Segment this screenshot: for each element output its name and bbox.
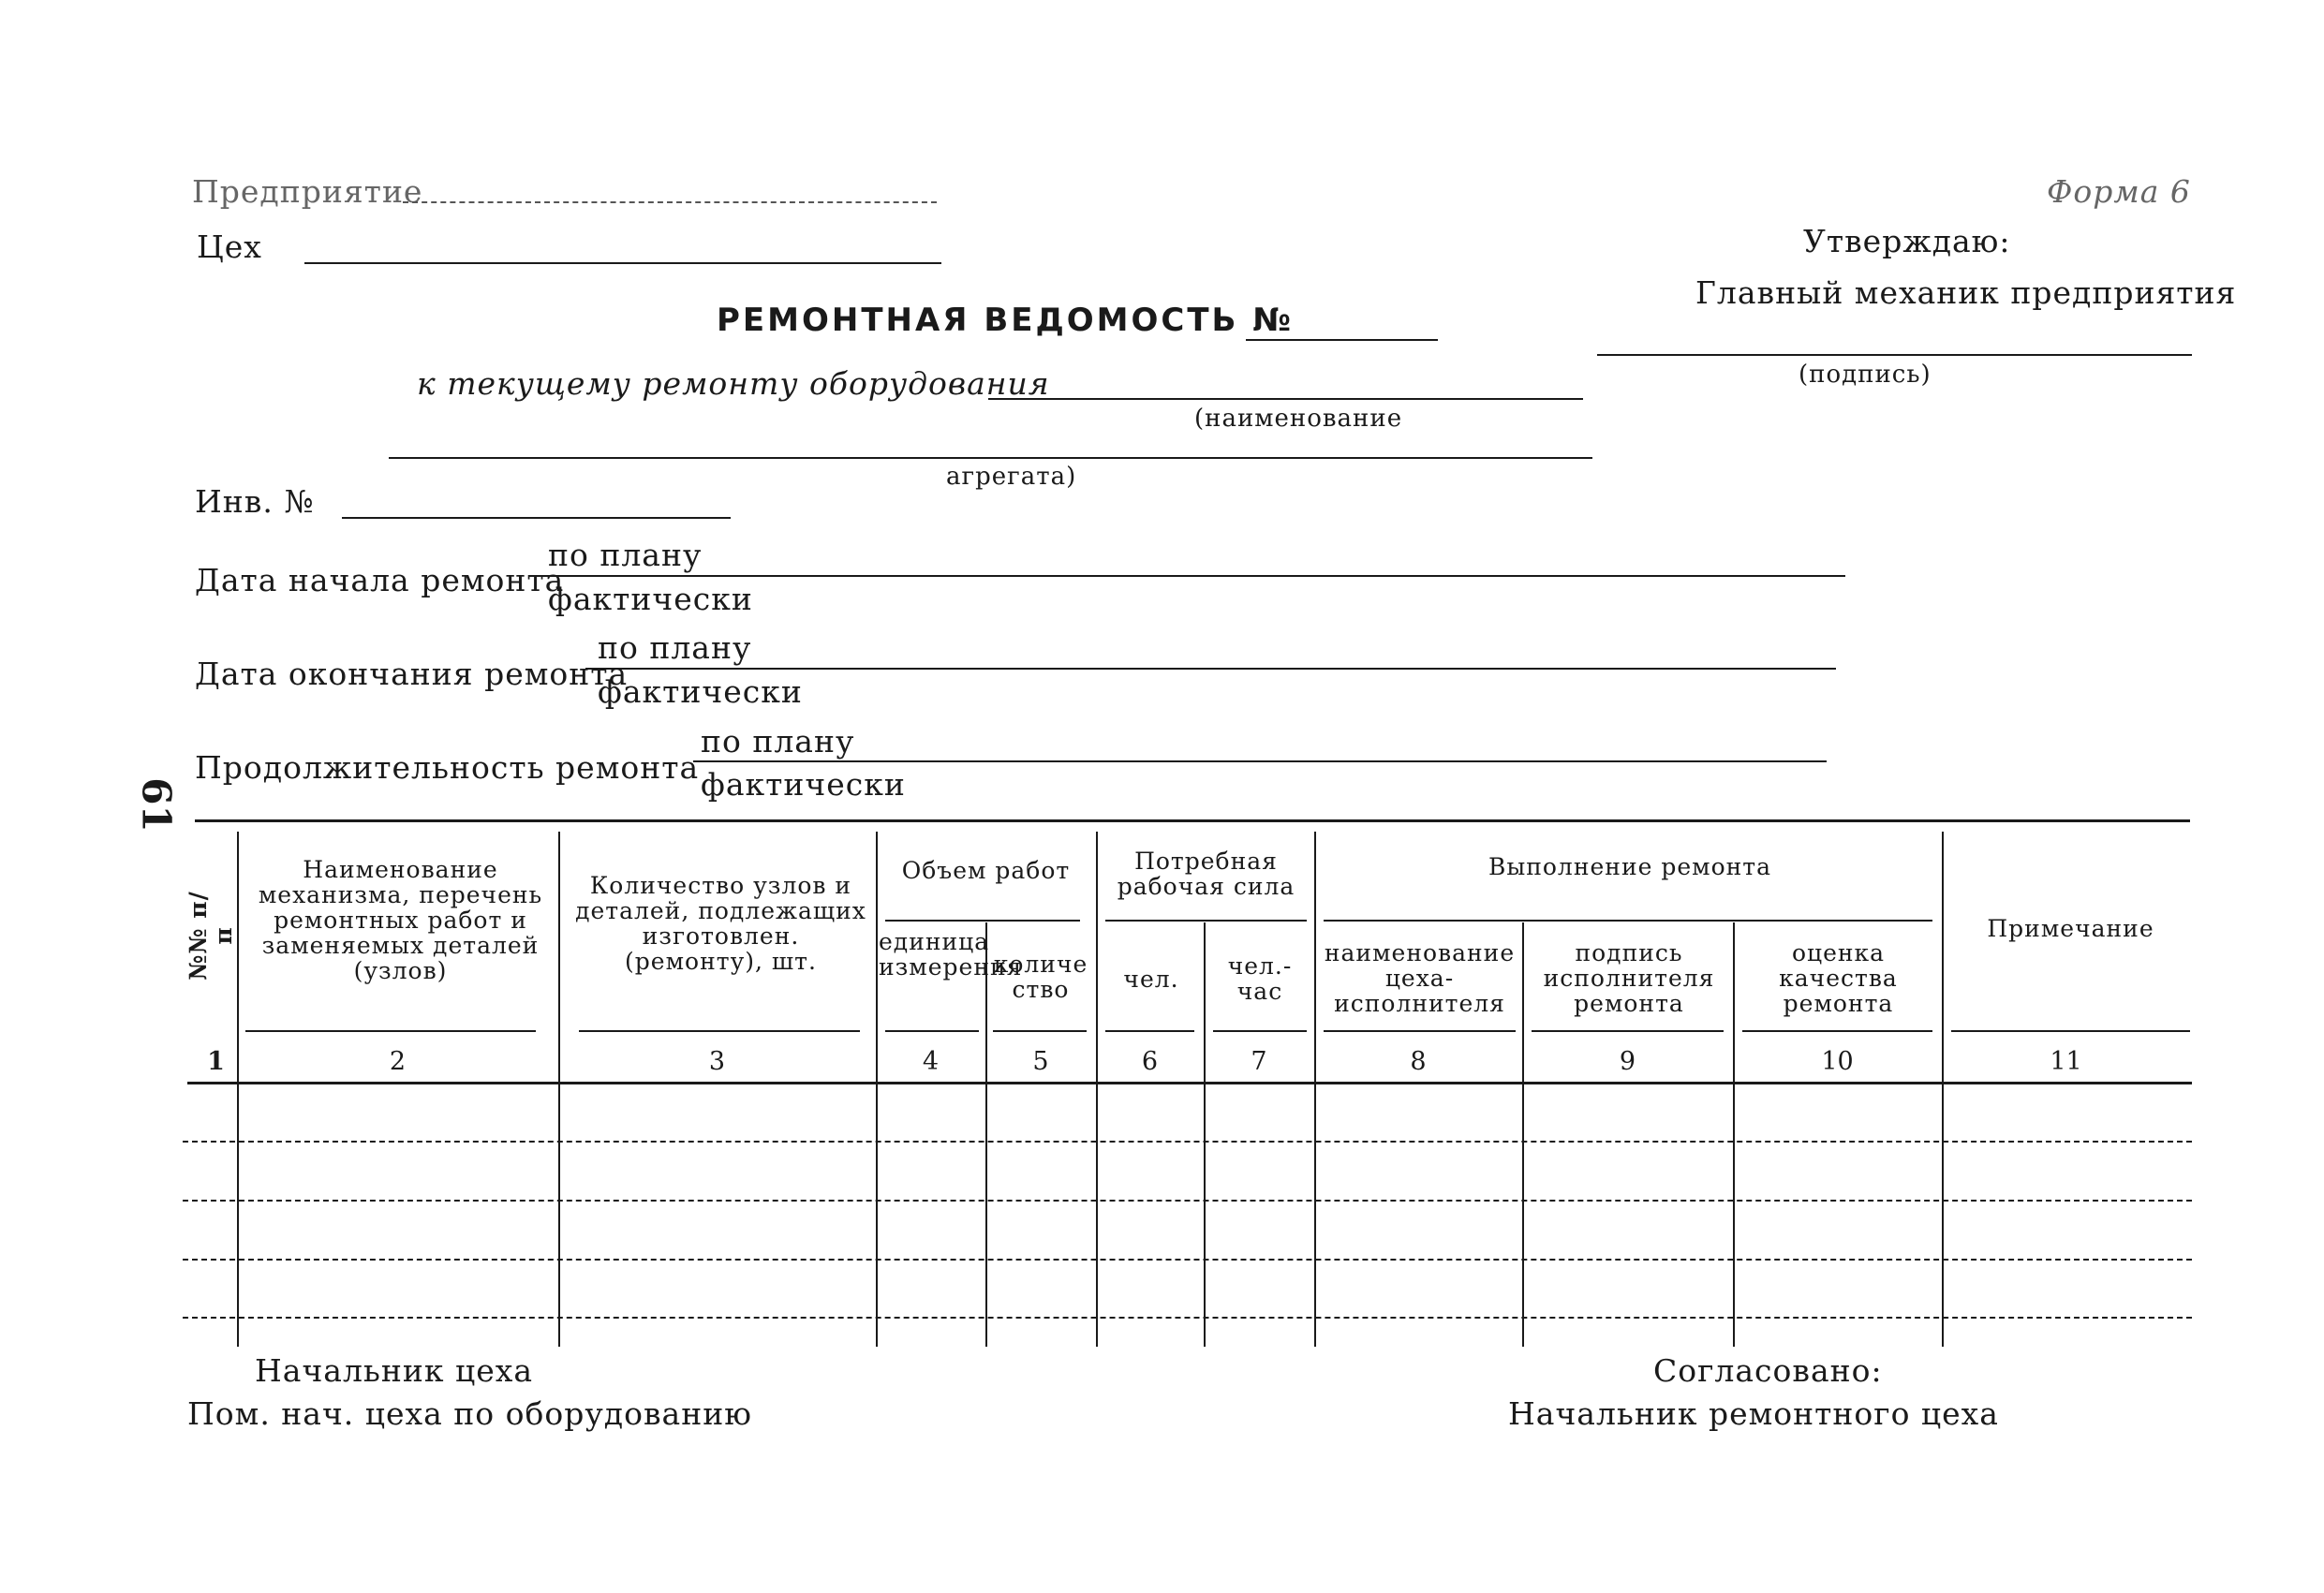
- end-plan-label: по плану: [598, 629, 752, 666]
- deputy-label: Пом. нач. цеха по оборудованию: [187, 1395, 752, 1432]
- col-number: 1: [207, 1047, 225, 1076]
- start-fact-label: фактически: [548, 581, 753, 617]
- col-number: 11: [2050, 1047, 2082, 1076]
- page-number: 61: [133, 777, 180, 833]
- start-plan-label: по плану: [548, 537, 703, 573]
- header-bottom-rule: [1213, 1030, 1307, 1032]
- table-row[interactable]: [183, 1200, 2192, 1202]
- header-col2: Наименование механизма, перечень ремонтных работ и заменяемых деталей (узлов): [258, 856, 543, 984]
- col-number: 3: [708, 1047, 726, 1076]
- col-number: 6: [1141, 1047, 1159, 1076]
- col-sep: [1733, 922, 1735, 1347]
- inv-label: Инв. №: [195, 483, 315, 520]
- inv-field-line[interactable]: [342, 517, 731, 519]
- duration-plan-label: по плану: [701, 723, 855, 760]
- form-label: Форма 6: [2047, 173, 2191, 210]
- duration-fact-label: фактически: [701, 766, 906, 803]
- col-sep: [1096, 832, 1098, 1347]
- col-sep: [558, 832, 560, 1347]
- col-sep: [985, 922, 987, 1347]
- header-group-labor: Потребная рабочая сила: [1117, 848, 1295, 900]
- workshop-label: Цех: [197, 229, 262, 265]
- signature-line[interactable]: [1597, 354, 2192, 356]
- table-top-rule: [195, 819, 2190, 822]
- signature-caption: (подпись): [1799, 361, 1932, 389]
- agreed-label: Согласовано:: [1653, 1352, 1883, 1389]
- table-row[interactable]: [183, 1259, 2192, 1261]
- header-col6: чел.: [1123, 966, 1179, 993]
- header-col4: единица измерения: [879, 928, 1023, 981]
- end-date-line[interactable]: [585, 668, 1836, 670]
- equipment-unit-line[interactable]: [389, 457, 1592, 459]
- col-number: 5: [1032, 1047, 1049, 1076]
- enterprise-field-line[interactable]: [403, 201, 937, 203]
- header-col8: наименование цеха-исполнителя: [1324, 939, 1516, 1017]
- approver-title: Главный механик предприятия: [1695, 274, 2237, 311]
- header-bottom-rule: [579, 1030, 860, 1032]
- col-number: 9: [1619, 1047, 1636, 1076]
- header-col10: оценка качества ремонта: [1779, 939, 1898, 1017]
- header-bottom-rule: [993, 1030, 1087, 1032]
- header-col11: Примечание: [1987, 915, 2154, 942]
- col-sep: [237, 832, 239, 1347]
- header-col7: чел.-час: [1227, 952, 1293, 1005]
- header-bottom-rule: [1105, 1030, 1194, 1032]
- workshop-field-line[interactable]: [304, 262, 941, 264]
- header-bottom-rule: [245, 1030, 536, 1032]
- caption-name: (наименование: [1194, 405, 1403, 433]
- end-fact-label: фактически: [598, 673, 803, 710]
- col-number: 7: [1251, 1047, 1267, 1076]
- group-underline-volume: [885, 920, 1080, 922]
- col-number: 10: [1821, 1047, 1854, 1076]
- header-col3: Количество узлов и деталей, подлежащих изготовлен. (ремонту), шт.: [575, 872, 866, 975]
- caption-unit: агрегата): [946, 463, 1077, 491]
- header-bottom-rule: [1532, 1030, 1724, 1032]
- col-sep: [1522, 922, 1524, 1347]
- col-number: 8: [1410, 1047, 1427, 1076]
- col-sep: [876, 832, 878, 1347]
- group-underline-exec: [1324, 920, 1932, 922]
- col-number: 2: [389, 1047, 407, 1076]
- repair-head-label: Начальник ремонтного цеха: [1508, 1395, 1999, 1432]
- start-date-line[interactable]: [529, 575, 1845, 577]
- numbers-bottom-rule: [187, 1082, 2192, 1084]
- duration-label: Продолжительность ремонта: [195, 749, 700, 786]
- col-number: 4: [922, 1047, 940, 1076]
- col-sep: [1314, 832, 1316, 1347]
- col-sep: [1942, 832, 1944, 1347]
- document-title: РЕМОНТНАЯ ВЕДОМОСТЬ №: [717, 302, 1295, 339]
- document-subtitle: к текущему ремонту оборудования: [417, 365, 1050, 402]
- header-col1: №№ п/п: [185, 891, 237, 981]
- header-bottom-rule: [1742, 1030, 1932, 1032]
- header-col5: количество: [993, 951, 1088, 1003]
- header-group-volume: Объем работ: [901, 857, 1071, 884]
- group-underline-labor: [1105, 920, 1307, 922]
- header-group-exec: Выполнение ремонта: [1488, 853, 1772, 880]
- header-bottom-rule: [1951, 1030, 2190, 1032]
- header-col9: подпись исполнителя ремонта: [1543, 939, 1715, 1017]
- table-row[interactable]: [183, 1317, 2192, 1319]
- header-bottom-rule: [1324, 1030, 1516, 1032]
- end-date-label: Дата окончания ремонта: [195, 656, 629, 692]
- approve-label: Утверждаю:: [1803, 223, 2011, 259]
- table-row[interactable]: [183, 1141, 2192, 1143]
- enterprise-label: Предприятие: [192, 173, 423, 210]
- duration-line[interactable]: [693, 760, 1827, 762]
- number-field-line[interactable]: [1246, 339, 1438, 341]
- shop-head-label: Начальник цеха: [255, 1352, 534, 1389]
- header-bottom-rule: [885, 1030, 979, 1032]
- equipment-name-line[interactable]: [988, 398, 1583, 400]
- col-sep: [1204, 922, 1206, 1347]
- start-date-label: Дата начала ремонта: [195, 562, 565, 598]
